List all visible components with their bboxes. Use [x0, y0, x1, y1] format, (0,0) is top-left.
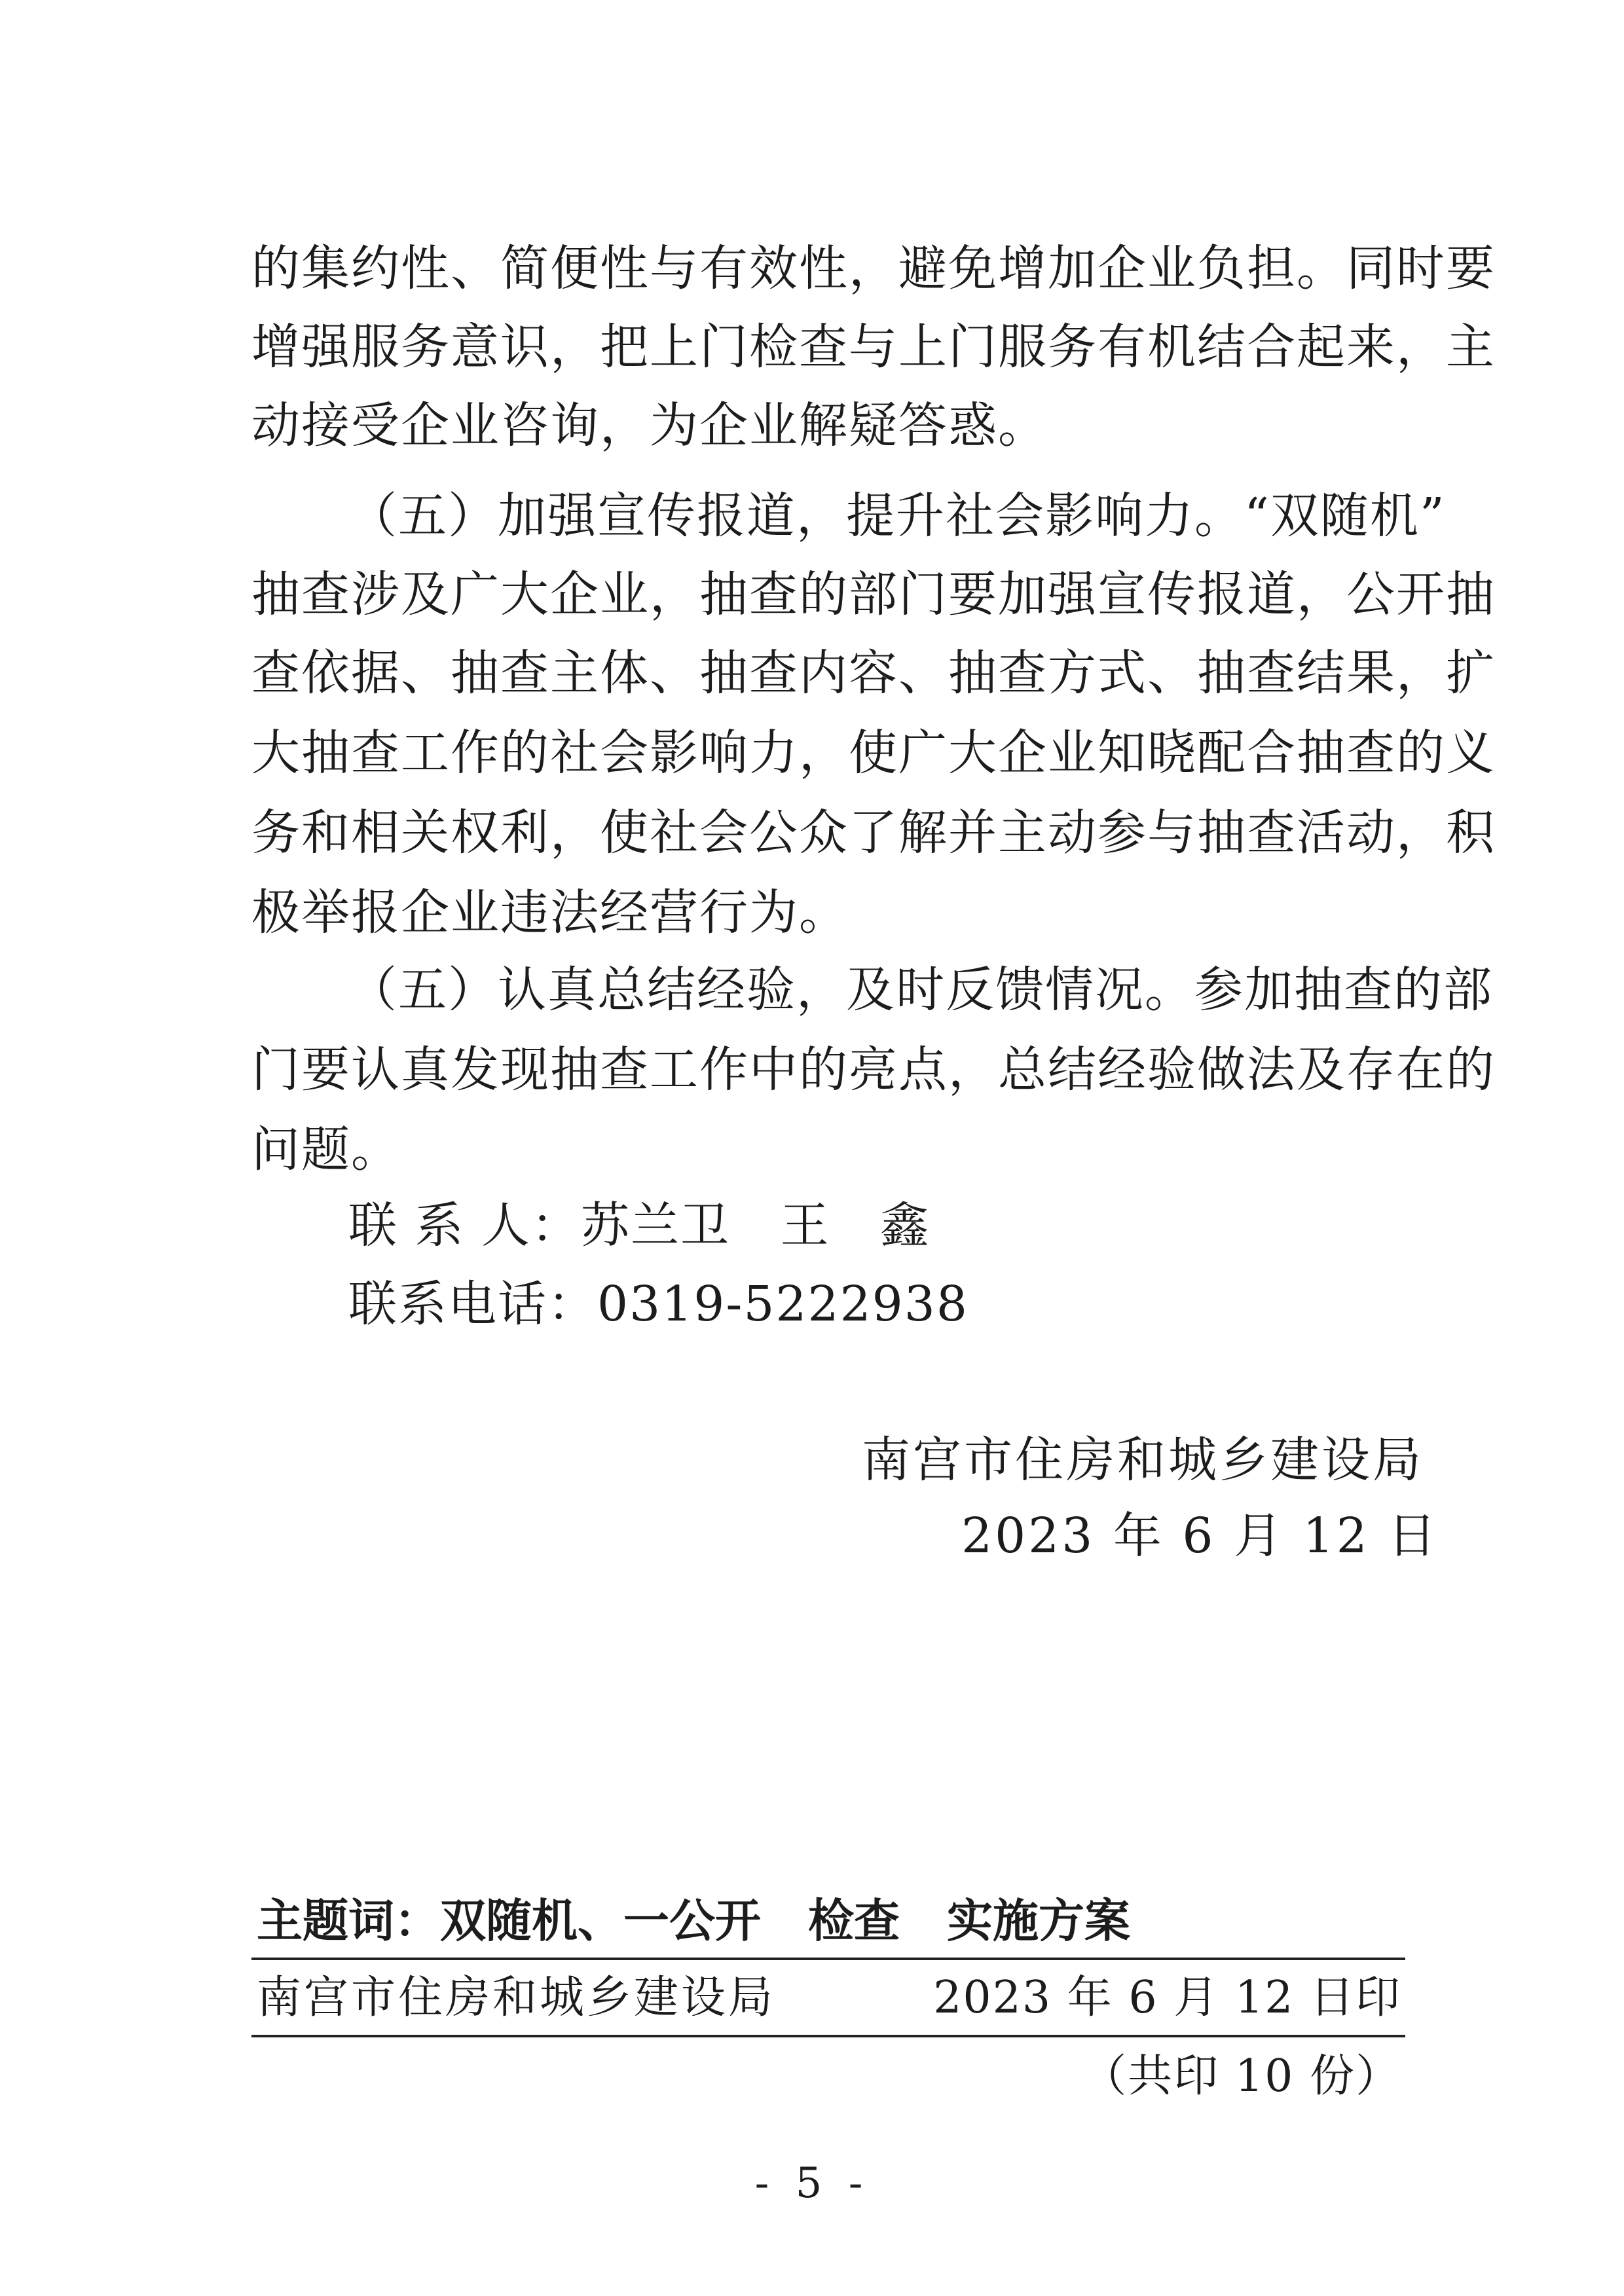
- keywords-line: [257, 1888, 1177, 1954]
- keywords-label: 主题词：: [257, 1894, 440, 1948]
- signature-date: 2023 年 6 月 12 日: [961, 1508, 1439, 1564]
- copies-count: （共印 10 份）: [1082, 2050, 1401, 2102]
- body-line: 大抽查工作的社会影响力，使广大企业知晓配合抽查的义: [251, 725, 1496, 781]
- contact-phone-label: 联系电话：: [348, 1276, 597, 1332]
- print-date: 2023 年 6 月 12 日印: [933, 1972, 1401, 2024]
- keyword: 双随机、一公开: [440, 1894, 761, 1948]
- body-line: （五）加强宣传报道，提升社会影响力。“双随机”: [348, 488, 1446, 544]
- contact-person: [348, 1186, 930, 1265]
- divider: [251, 1958, 1405, 1960]
- body-line: 极举报企业违法经营行为。: [251, 884, 849, 941]
- contact-phone: [348, 1265, 969, 1343]
- page-number: - 5 -: [754, 2159, 870, 2208]
- body-line: 的集约性、简便性与有效性，避免增加企业负担。同时要: [251, 240, 1496, 297]
- body-line: 务和相关权利，使社会公众了解并主动参与抽查活动，积: [251, 805, 1496, 861]
- body-line: 查依据、抽查主体、抽查内容、抽查方式、抽查结果，扩: [251, 645, 1496, 701]
- issuer: 南宫市住房和城乡建设局: [257, 1972, 776, 2024]
- divider: [251, 2035, 1405, 2037]
- keyword: 实施方案: [947, 1894, 1130, 1948]
- contact-phone-value: 0319-5222938: [597, 1276, 969, 1332]
- body-line: （五）认真总结经验，及时反馈情况。参加抽查的部: [348, 962, 1493, 1018]
- body-line: 动接受企业咨询，为企业解疑答惑。: [251, 397, 1048, 454]
- body-line: 增强服务意识，把上门检查与上门服务有机结合起来，主: [251, 319, 1496, 375]
- body-line: 问题。: [251, 1121, 401, 1178]
- body-line: 抽查涉及广大企业，抽查的部门要加强宣传报道，公开抽: [251, 566, 1496, 623]
- body-line: 门要认真发现抽查工作中的亮点，总结经验做法及存在的: [251, 1042, 1496, 1098]
- contact-person-value: 苏兰卫 王 鑫: [581, 1197, 931, 1254]
- signature-org: 南宫市住房和城乡建设局: [862, 1432, 1424, 1488]
- contact-person-label: 联 系 人：: [348, 1197, 581, 1254]
- keyword: 检查: [808, 1894, 900, 1948]
